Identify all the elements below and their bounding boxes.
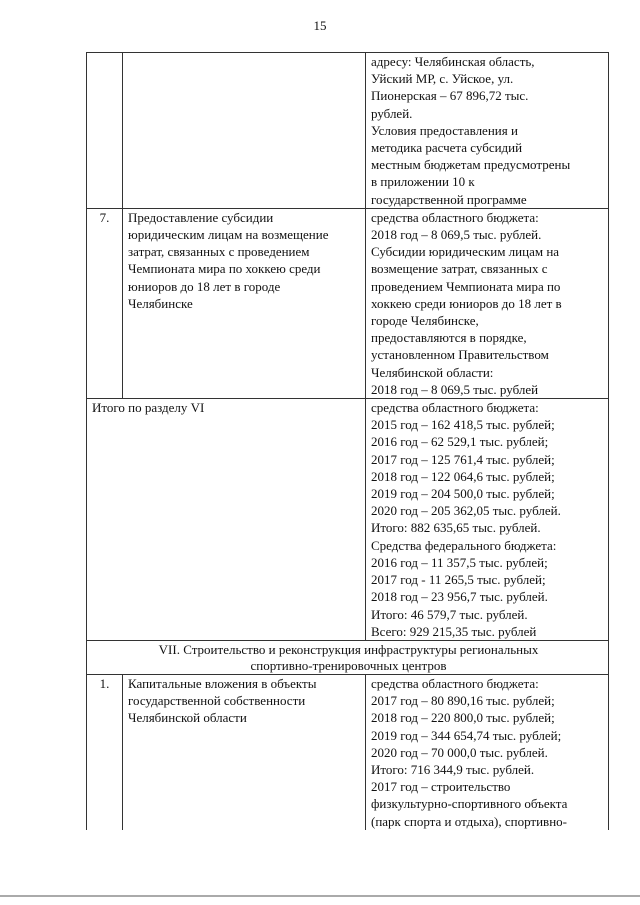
text-line: Итого: 716 344,9 тыс. рублей. — [371, 761, 535, 777]
text-line: Итого: 46 579,7 тыс. рублей. — [371, 606, 528, 622]
text-line: 2016 год – 11 357,5 тыс. рублей; — [371, 554, 548, 570]
text-line: спортивно-тренировочных центров — [250, 657, 447, 673]
text-line: возмещение затрат, связанных с — [371, 261, 548, 277]
text-line: юридическим лицам на возмещение — [128, 227, 329, 243]
text-line: Капитальные вложения в объекты — [128, 675, 317, 691]
table-row-item-1 — [87, 674, 609, 829]
text-line: 2015 год – 162 418,5 тыс. рублей; — [371, 417, 555, 433]
row-number-cell: 7. — [87, 208, 123, 398]
text-line: средства областного бюджета: — [371, 209, 539, 225]
table-row-section-heading — [87, 640, 609, 674]
text-line: Всего: 929 215,35 тыс. рублей — [371, 623, 537, 639]
text-line: Пионерская – 67 896,72 тыс. — [371, 88, 529, 104]
text-line: 2020 год – 70 000,0 тыс. рублей. — [371, 744, 548, 760]
text-line: 2017 год - 11 265,5 тыс. рублей; — [371, 572, 546, 588]
text-line: Челябинске — [128, 295, 193, 311]
text-line: 2019 год – 204 500,0 тыс. рублей; — [371, 486, 555, 502]
text-line: 2016 год – 62 529,1 тыс. рублей; — [371, 434, 549, 450]
text-line: Средства федерального бюджета: — [371, 537, 557, 553]
text-line: средства областного бюджета: — [371, 675, 539, 691]
text-line: Челябинской области: — [371, 364, 494, 380]
text-line: Уйский МР, с. Уйское, ул. — [371, 71, 514, 87]
table-row-continuation — [87, 53, 609, 209]
text-line: 2019 год – 344 654,74 тыс. рублей; — [371, 727, 562, 743]
row-number-cell: 1. — [87, 674, 123, 829]
text-line: 2018 год – 8 069,5 тыс. рублей — [371, 381, 539, 397]
funding-cell — [366, 53, 609, 209]
row-number-cell — [87, 53, 123, 209]
text-line: Челябинской области — [128, 710, 247, 726]
funding-cell — [366, 208, 609, 398]
text-line: рублей. — [371, 105, 413, 121]
event-name-cell — [123, 53, 366, 209]
text-line: 2017 год – 80 890,16 тыс. рублей; — [371, 693, 555, 709]
text-line: установленном Правительством — [371, 347, 549, 363]
table-row-total-section-vi — [87, 399, 609, 641]
text-line: 2017 год – строительство — [371, 779, 511, 795]
page-number: 15 — [313, 18, 327, 33]
program-table — [86, 52, 609, 830]
text-line: государственной программе — [371, 191, 527, 207]
text-line: государственной собственности — [128, 693, 306, 709]
text-line: 2018 год – 220 800,0 тыс. рублей; — [371, 710, 555, 726]
funding-cell — [366, 674, 609, 829]
text-line: адресу: Челябинская область, — [371, 54, 535, 69]
event-name-cell — [123, 208, 366, 398]
text-line: городе Челябинске, — [371, 313, 479, 329]
text-line: местным бюджетам предусмотрены — [371, 157, 571, 173]
text-line: затрат, связанных с проведением — [128, 244, 310, 260]
table-row-item-7 — [87, 208, 609, 398]
text-line: средства областного бюджета: — [371, 400, 539, 416]
text-line: Итого: 882 635,65 тыс. рублей. — [371, 520, 541, 536]
page-edge-rule — [0, 895, 640, 897]
text-line: VII. Строительство и реконструкция инфраструктуры региональных — [158, 641, 539, 657]
text-line: Условия предоставления и — [371, 122, 518, 138]
text-line: 2018 год – 122 064,6 тыс. рублей; — [371, 468, 555, 484]
text-line: (парк спорта и отдыха), спортивно- — [371, 813, 567, 829]
text-line: проведением Чемпионата мира по — [371, 278, 561, 294]
text-line: хоккею среди юниоров до 18 лет в — [371, 295, 562, 311]
text-line: 2020 год – 205 362,05 тыс. рублей. — [371, 503, 561, 519]
funding-cell — [366, 399, 609, 641]
text-line: Чемпионата мира по хоккею среди — [128, 261, 321, 277]
event-name-cell — [123, 674, 366, 829]
text-line: Субсидии юридическим лицам на — [371, 244, 560, 260]
total-label-cell: Итого по разделу VI — [87, 399, 366, 641]
text-line: 2018 год – 23 956,7 тыс. рублей. — [371, 589, 548, 605]
text-line: 2018 год – 8 069,5 тыс. рублей. — [371, 227, 542, 243]
text-line: предоставляются в порядке, — [371, 330, 527, 346]
text-line: методика расчета субсидий — [371, 140, 523, 156]
text-line: физкультурно-спортивного объекта — [371, 796, 568, 812]
text-line: юниоров до 18 лет в городе — [128, 278, 281, 294]
text-line: в приложении 10 к — [371, 174, 475, 190]
section-vii-heading — [87, 640, 609, 674]
text-line: Предоставление субсидии — [128, 209, 274, 225]
text-line: 2017 год – 125 761,4 тыс. рублей; — [371, 451, 555, 467]
